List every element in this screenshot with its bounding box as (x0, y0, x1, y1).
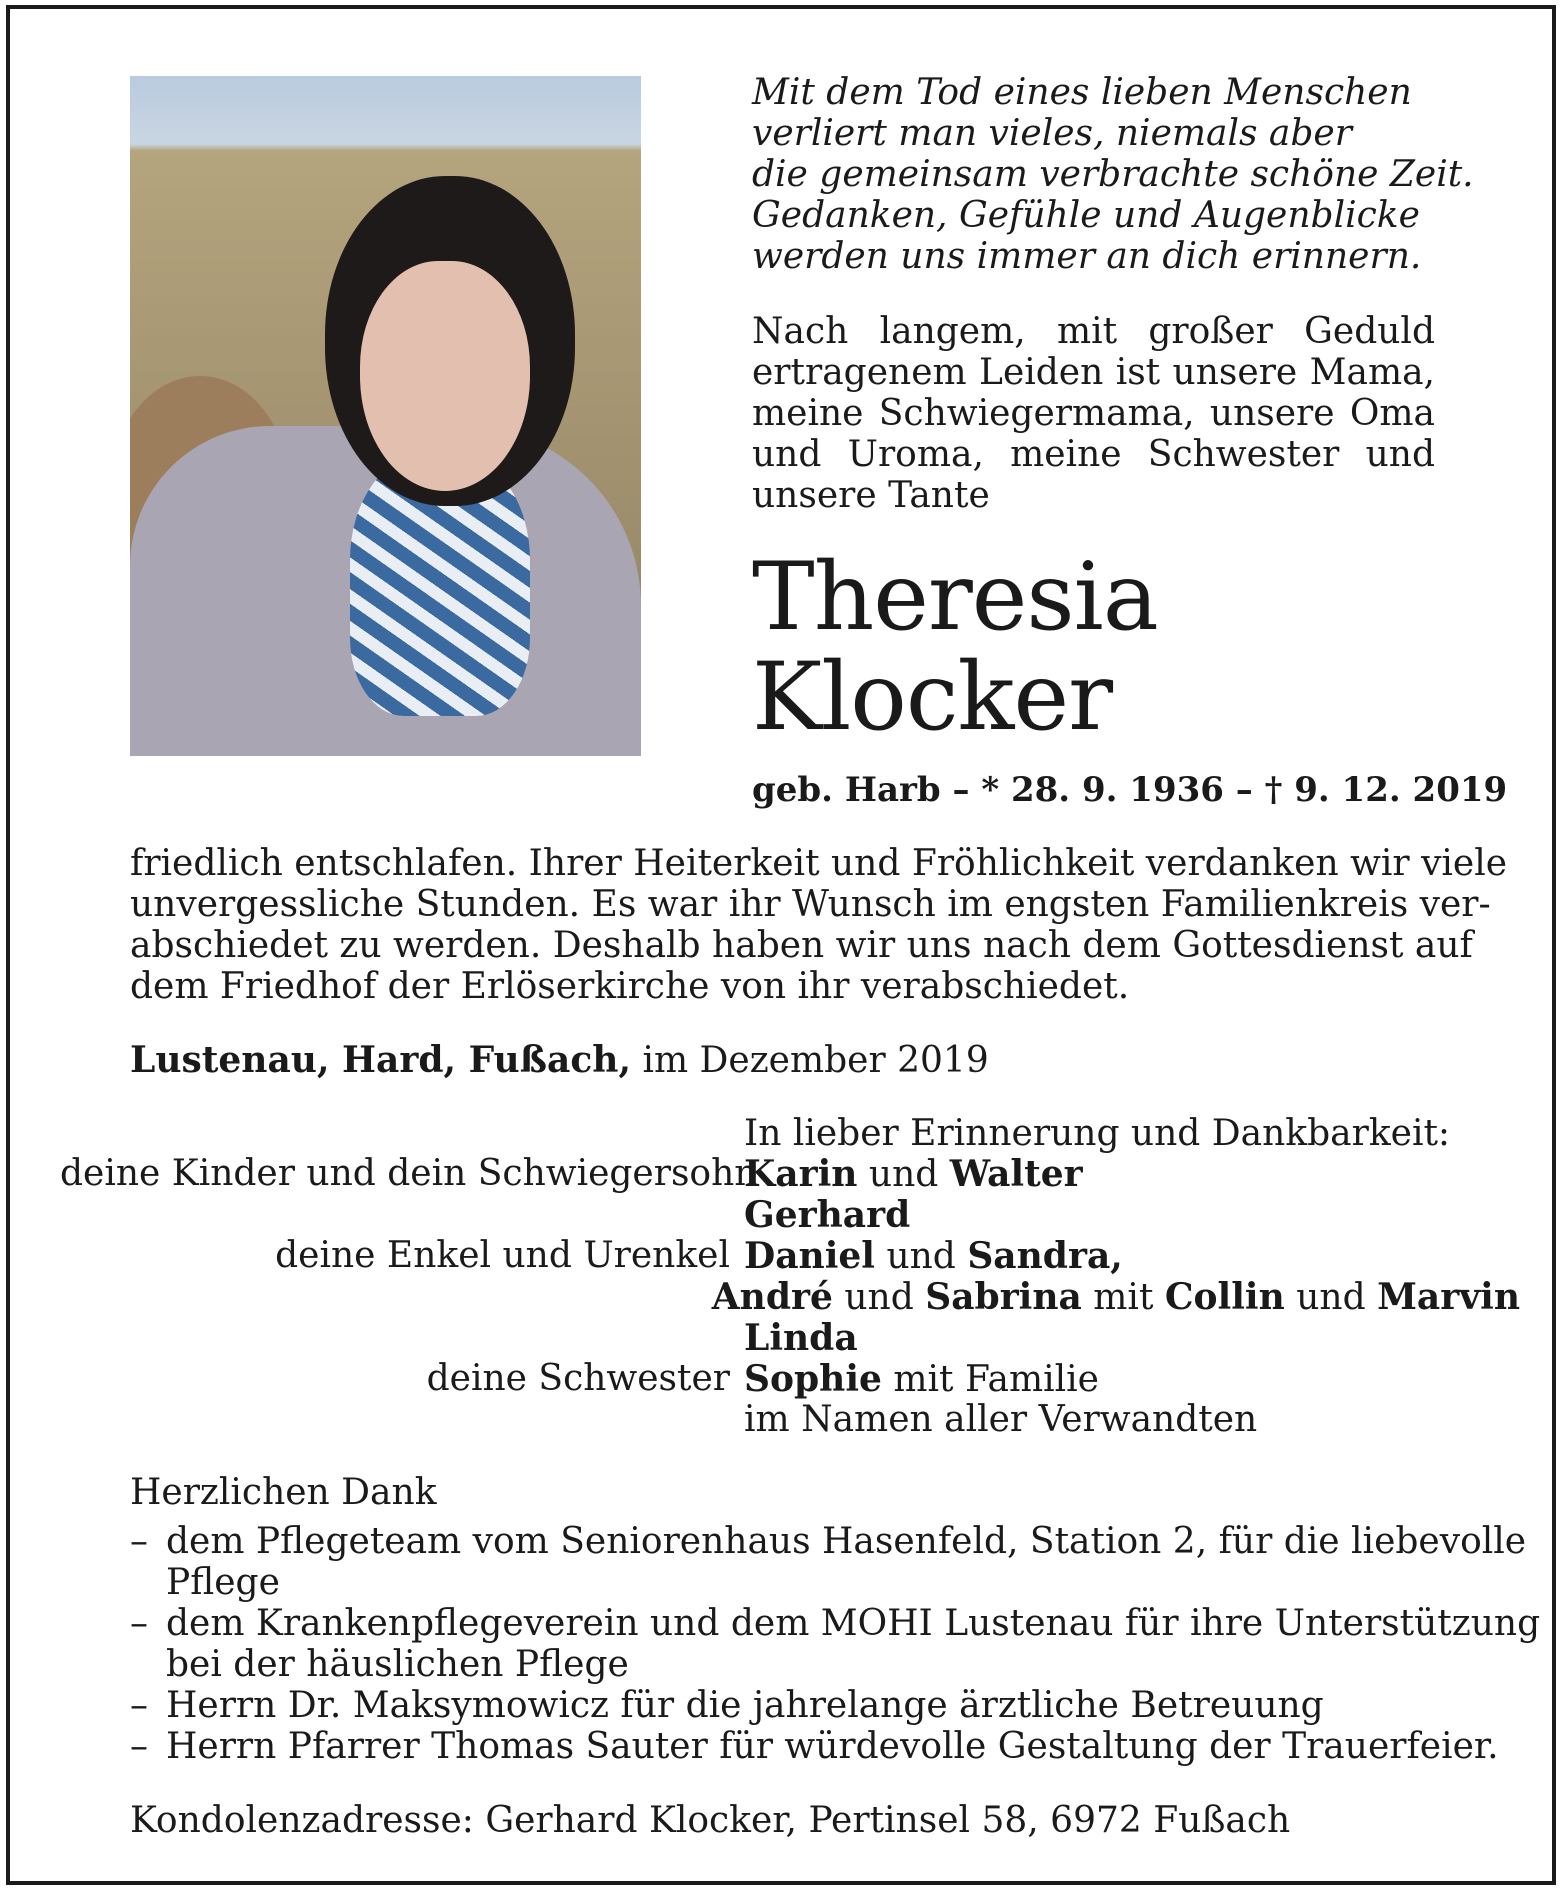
thanks-item (130, 1521, 1540, 1603)
place-date (130, 1039, 989, 1081)
dash-bullet: – (130, 1603, 148, 1644)
intro-line: Nach langem, mit großer Geduld (752, 311, 1435, 352)
dash-bullet: – (130, 1521, 148, 1562)
conjunction: und (1296, 1277, 1366, 1318)
mourner-name: Gerhard (744, 1194, 911, 1236)
photo-face (360, 261, 530, 491)
portrait-photo (130, 76, 641, 756)
children-label: deine Kinder und dein Schwiegersohn (60, 1153, 758, 1194)
conjunction: und (886, 1236, 956, 1277)
body-line: abschiedet zu werden. Deshalb haben wir uns nach dem Gottesdienst auf (130, 925, 1473, 966)
mourner-name: André (711, 1276, 833, 1318)
conjunction: und (868, 1154, 939, 1195)
intro-line: ertragenem Leiden ist unsere Mama, (752, 352, 1435, 393)
thanks-item-text: bei der häuslichen Pflege (166, 1644, 629, 1685)
place-towns: Lustenau, Hard, Fußach, (130, 1039, 631, 1081)
birth-death-dates: geb. Harb – * 28. 9. 1936 – † 9. 12. 2019 (752, 770, 1508, 810)
mourners-list (60, 1114, 1520, 1440)
thanks-item (130, 1603, 1540, 1685)
dash-bullet: – (130, 1685, 148, 1726)
family-note: mit Familie (893, 1359, 1099, 1400)
last-name: Klocker (752, 643, 1113, 752)
intro-text (752, 311, 1435, 516)
body-text (130, 843, 1508, 1007)
mourner-name: Sophie (744, 1358, 882, 1400)
thanks-item (130, 1685, 1540, 1726)
mourner-name: Marvin (1377, 1276, 1520, 1318)
conjunction: mit (1093, 1277, 1154, 1318)
sister-label: deine Schwester (426, 1358, 730, 1399)
mourners-heading: In lieber Erinnerung und Dankbarkeit: (744, 1113, 1451, 1154)
quote-line: werden uns immer an dich erinnern. (752, 236, 1422, 277)
quote-line: Gedanken, Gefühle und Augenblicke (752, 195, 1420, 236)
quote-line: die gemeinsam verbrachte schöne Zeit. (752, 154, 1474, 195)
dash-bullet: – (130, 1726, 148, 1767)
quote-line: Mit dem Tod eines lieben Menschen (752, 72, 1412, 113)
mourner-name: Karin (744, 1153, 858, 1195)
body-line: unvergessliche Stunden. Es war ihr Wunsch im engsten Familienkreis ver- (130, 884, 1491, 925)
first-name: Theresia (752, 543, 1158, 652)
conjunction: und (844, 1277, 914, 1318)
memorial-quote (752, 72, 1474, 277)
intro-line: meine Schwiegermama, unsere Oma (752, 393, 1435, 434)
thanks-item-text: dem Krankenpflegeverein und dem MOHI Lustenau für ihre Unterstützung (166, 1603, 1541, 1644)
intro-line: und Uroma, meine Schwester und (752, 434, 1435, 475)
quote-line: verliert man vieles, niemals aber (752, 113, 1352, 154)
body-line: friedlich entschlafen. Ihrer Heiterkeit und Fröhlichkeit verdanken wir viele (130, 843, 1508, 884)
mourner-name: Linda (744, 1317, 858, 1359)
thanks-item-text: Herrn Pfarrer Thomas Sauter für würdevolle Gestaltung der Trauerfeier. (166, 1726, 1499, 1767)
deceased-name (752, 543, 1158, 752)
relatives-note: im Namen aller Verwandten (744, 1399, 1258, 1440)
grandchildren-label: deine Enkel und Urenkel (275, 1235, 730, 1276)
mourner-name: Daniel (744, 1235, 875, 1277)
mourner-name: Sandra, (967, 1235, 1123, 1277)
body-line: dem Friedhof der Erlöserkirche von ihr verabschiedet. (130, 966, 1130, 1007)
place-month: im Dezember 2019 (642, 1040, 989, 1081)
thanks-heading: Herzlichen Dank (130, 1472, 437, 1513)
condolence-address: Kondolenzadresse: Gerhard Klocker, Pertinsel 58, 6972 Fußach (130, 1800, 1291, 1841)
mourner-name: Walter (949, 1153, 1083, 1195)
mourner-name: Sabrina (925, 1276, 1082, 1318)
thanks-item (130, 1726, 1540, 1767)
mourner-name: Collin (1164, 1276, 1285, 1318)
thanks-item-text: dem Pflegeteam vom Seniorenhaus Hasenfeld, Station 2, für die liebevolle (166, 1521, 1527, 1562)
thanks-section (130, 1472, 1540, 1767)
thanks-item-text: Pflege (166, 1562, 280, 1603)
intro-line: unsere Tante (752, 475, 990, 516)
thanks-item-text: Herrn Dr. Maksymowicz für die jahrelange ärztliche Betreuung (166, 1685, 1324, 1726)
